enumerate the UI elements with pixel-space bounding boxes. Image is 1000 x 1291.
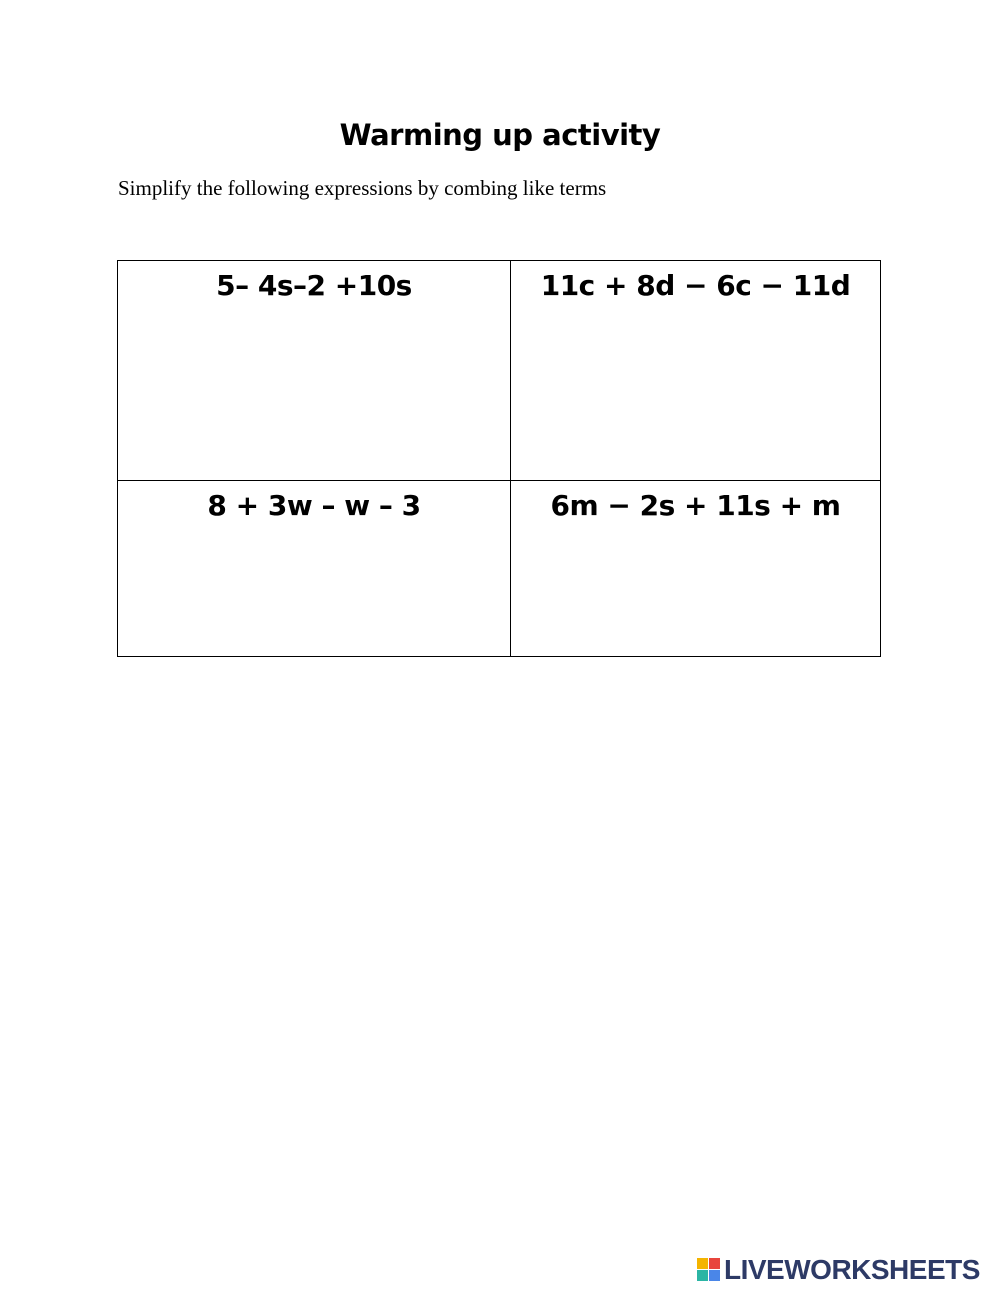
worksheet-title: Warming up activity [339,118,661,152]
liveworksheets-logo-icon [697,1258,721,1282]
expression-text: 5– 4s–2 +10s [216,269,412,302]
expression-text: 8 + 3w – w – 3 [207,489,421,522]
liveworksheets-logo [697,1254,980,1286]
expressions-table [117,260,881,657]
table-row [118,481,881,657]
expression-text: 11c + 8d − 6c − 11d [540,269,851,302]
expression-text: 6m − 2s + 11s + m [550,489,841,522]
brand-name: LIVEWORKSHEETS [724,1254,980,1285]
instruction-text: Simplify the following expressions by combing like terms [118,176,607,200]
table-row [118,261,881,481]
expression-cell-4[interactable] [511,481,881,657]
expression-cell-2[interactable] [511,261,881,481]
expression-cell-3[interactable] [118,481,511,657]
expression-cell-1[interactable] [118,261,511,481]
